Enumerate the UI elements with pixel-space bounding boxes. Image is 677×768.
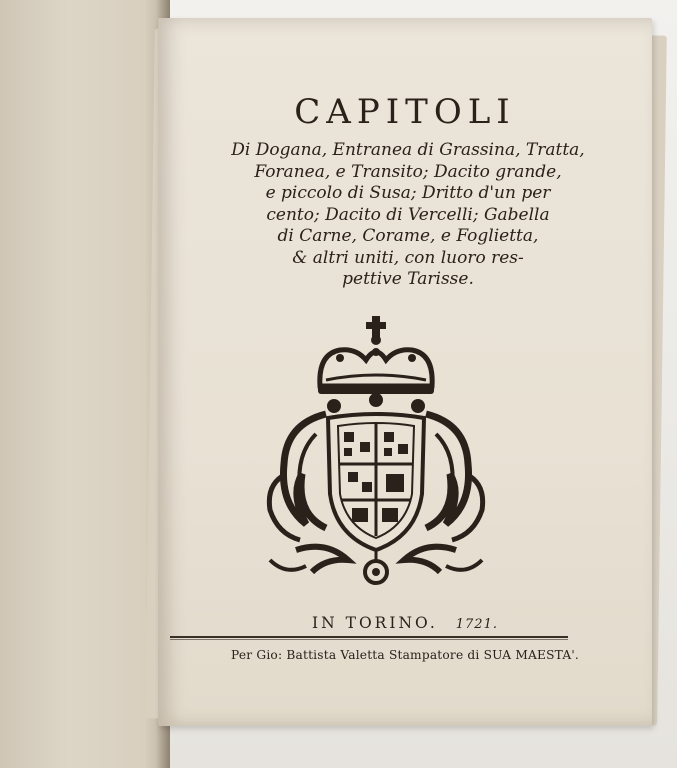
subtitle-line: & altri uniti, con luoro res- [292, 247, 524, 268]
subtitle-line: di Carne, Corame, e Foglietta, [277, 226, 539, 246]
subtitle-line: e piccolo di Susa; Dritto d'un per [265, 183, 551, 203]
imprint-rule-thin [170, 639, 568, 640]
imprint-city: IN TORINO. [312, 614, 438, 632]
coat-of-arms-icon [256, 314, 496, 588]
left-page [0, 0, 170, 768]
subtitle-line: Foranea, e Transito; Dacito grande, [254, 161, 562, 182]
subtitle-line: cento; Dacito di Vercelli; Gabella [266, 204, 550, 225]
book-title: CAPITOLI [294, 92, 516, 132]
title-page [158, 18, 652, 726]
subtitle-line: pettive Tarisse. [342, 269, 474, 289]
imprint-place [158, 614, 652, 632]
imprint-year: 1721. [455, 617, 498, 632]
printer-line: Per Gio: Battista Valetta Stampatore di SUA MAESTA'. [231, 648, 579, 662]
book-subtitle [198, 140, 618, 291]
subtitle-line: Di Dogana, Entranea di Grassina, Tratta, [231, 140, 585, 160]
imprint-rule [170, 636, 568, 638]
